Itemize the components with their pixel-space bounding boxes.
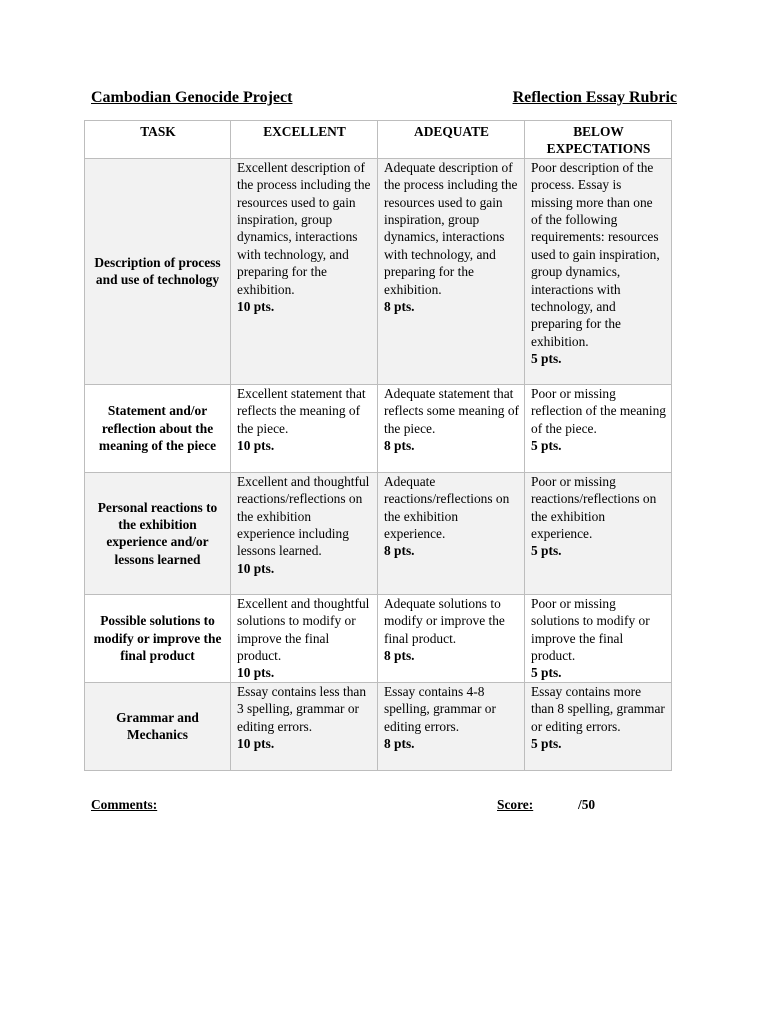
points-label: 8 pts. xyxy=(384,299,415,315)
points-label: 5 pts. xyxy=(531,665,562,681)
document-title: Cambodian Genocide Project xyxy=(91,89,293,106)
criteria-text: Poor or missing solutions to modify or improve the final product. xyxy=(531,595,650,664)
criteria-text: Excellent statement that reflects the meaning of the piece. xyxy=(237,385,366,436)
points-label: 10 pts. xyxy=(237,560,275,576)
column-header-below-expectations: BELOW EXPECTATIONS xyxy=(525,121,672,159)
points-label: 8 pts. xyxy=(384,648,415,664)
criteria-text: Adequate statement that reflects some meaning of the piece. xyxy=(384,385,519,436)
criteria-text: Poor or missing reactions/reflections on the exhibition experience. xyxy=(531,473,657,542)
adequate-cell xyxy=(378,682,525,770)
table-row xyxy=(85,158,672,384)
criteria-text: Excellent description of the process including the resources used to gain inspiration, group dynamics, interactions with technology, and preparing for the exhibition. xyxy=(237,159,371,297)
rubric-table xyxy=(84,120,672,771)
below-expectations-cell xyxy=(525,594,672,682)
excellent-cell xyxy=(231,682,378,770)
criteria-text: Excellent and thoughtful solutions to modify or improve the final product. xyxy=(237,595,370,664)
below-expectations-cell xyxy=(525,682,672,770)
table-row xyxy=(85,472,672,594)
criteria-text: Adequate solutions to modify or improve the final product. xyxy=(384,595,505,646)
points-label: 10 pts. xyxy=(237,299,275,315)
points-label: 8 pts. xyxy=(384,543,415,559)
task-cell: Personal reactions to the exhibition experience and/or lessons learned xyxy=(85,472,231,594)
adequate-cell xyxy=(378,384,525,472)
comments-label: Comments: xyxy=(91,797,158,812)
criteria-text: Excellent and thoughtful reactions/reflections on the exhibition experience including lessons learned. xyxy=(237,473,370,559)
excellent-cell xyxy=(231,384,378,472)
criteria-text: Essay contains 4-8 spelling, grammar or editing errors. xyxy=(384,683,496,734)
points-label: 5 pts. xyxy=(531,438,562,454)
adequate-cell xyxy=(378,594,525,682)
score-label: Score: xyxy=(497,797,534,812)
criteria-text: Adequate reactions/reflections on the exhibition experience. xyxy=(384,473,510,542)
criteria-text: Essay contains more than 8 spelling, grammar or editing errors. xyxy=(531,683,665,734)
adequate-cell xyxy=(378,472,525,594)
points-label: 5 pts. xyxy=(531,543,562,559)
score-total: /50 xyxy=(578,797,596,812)
task-cell: Statement and/or reflection about the meaning of the piece xyxy=(85,384,231,472)
below-expectations-cell xyxy=(525,472,672,594)
criteria-text: Adequate description of the process including the resources used to gain inspiration, group dynamics, interactions with technology, and preparing for the exhibition. xyxy=(384,159,518,297)
below-expectations-cell xyxy=(525,158,672,384)
excellent-cell xyxy=(231,472,378,594)
criteria-text: Essay contains less than 3 spelling, grammar or editing errors. xyxy=(237,683,367,734)
points-label: 8 pts. xyxy=(384,736,415,752)
column-header-adequate: ADEQUATE xyxy=(378,121,525,159)
column-header-task: TASK xyxy=(85,121,231,159)
points-label: 5 pts. xyxy=(531,351,562,367)
table-row xyxy=(85,682,672,770)
task-cell: Possible solutions to modify or improve the final product xyxy=(85,594,231,682)
table-header-row xyxy=(85,121,672,159)
excellent-cell xyxy=(231,594,378,682)
excellent-cell xyxy=(231,158,378,384)
adequate-cell xyxy=(378,158,525,384)
points-label: 5 pts. xyxy=(531,736,562,752)
table-row xyxy=(85,594,672,682)
rubric-title: Reflection Essay Rubric xyxy=(512,89,677,106)
table-row xyxy=(85,384,672,472)
task-cell: Description of process and use of technology xyxy=(85,158,231,384)
points-label: 10 pts. xyxy=(237,438,275,454)
below-expectations-cell xyxy=(525,384,672,472)
task-cell: Grammar and Mechanics xyxy=(85,682,231,770)
criteria-text: Poor description of the process. Essay is missing more than one of the following requirements: resources used to gain inspiration, group dynamics, interactions with technology, and preparing for the exhibition. xyxy=(531,159,660,349)
points-label: 10 pts. xyxy=(237,736,275,752)
criteria-text: Poor or missing reflection of the meaning of the piece. xyxy=(531,385,666,436)
points-label: 8 pts. xyxy=(384,438,415,454)
column-header-excellent: EXCELLENT xyxy=(231,121,378,159)
points-label: 10 pts. xyxy=(237,665,275,681)
